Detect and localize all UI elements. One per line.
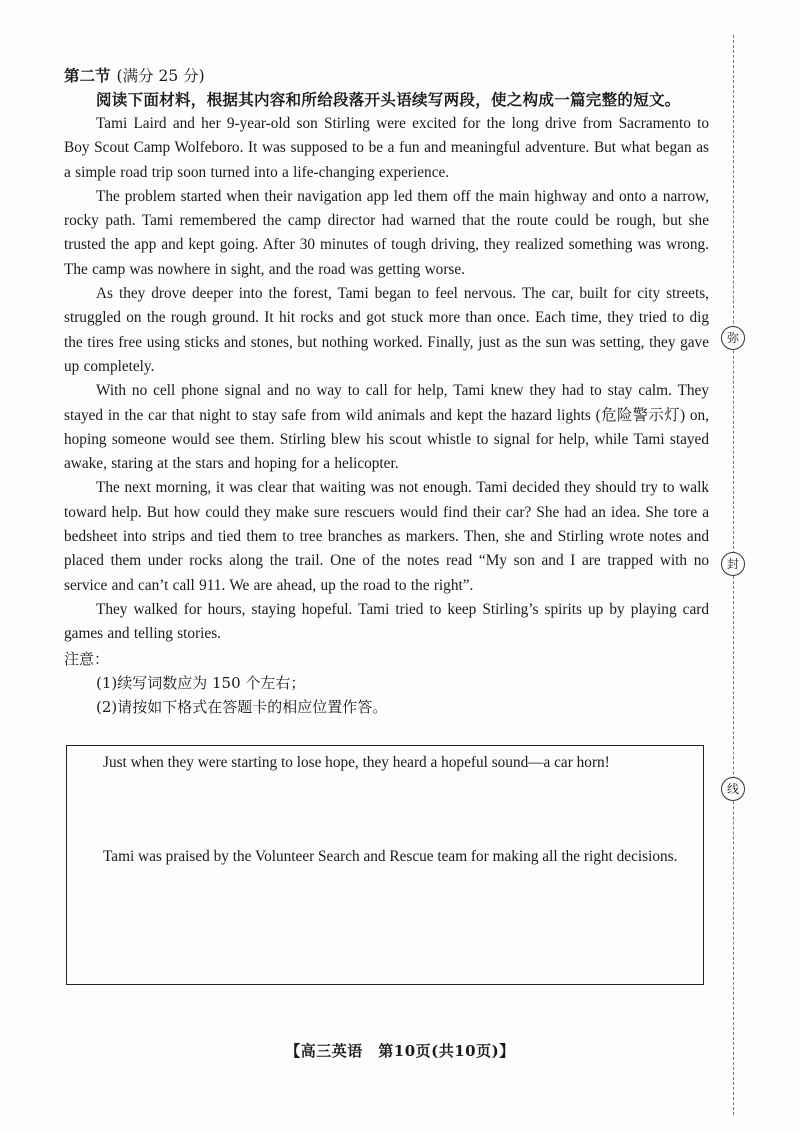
section-score: (满分 25 分) [116, 67, 205, 85]
passage-paragraph-3: As they drove deeper into the forest, Tami began to feel nervous. The car, built for city streets, struggled on the rough ground. It hit rocks and got stuck more than once. Each time, they tried to dig the tires free using sticks and stones, but nothing worked. Finally, just as the sun was setting, they gave up completely. [64, 285, 709, 375]
passage-paragraph-1: Tami Laird and her 9-year-old son Stirling were excited for the long drive from Sacramento to Boy Scout Camp Wolfeboro. It was supposed to be a fun and meaningful adventure. But what began as a simple road trip soon turned into a life-changing experience. [64, 115, 709, 181]
passage-paragraph-2: The problem started when their navigation app led them off the main highway and onto a narrow, rocky path. Tami remembered the camp director had warned that the route could be rough, but she trusted the app and kept going. After 30 minutes of tough driving, they realized something was wrong. The camp was nowhere in sight, and the road was getting worse. [64, 187, 709, 278]
instruction-text: 阅读下面材料，根据其内容和所给段落开头语续写两段，使之构成一篇完整的短文。 [96, 90, 681, 109]
passage-paragraph-5: The next morning, it was clear that waiting was not enough. Tami decided they should try to walk toward help. But how could they make sure rescuers would find their car? She had an idea. She tore a bedsheet into strips and tied them to tree branches as markers. Then, she and Stirling wrote notes and placed them under rocks along the trail. One of the notes read “My son and I are trapped with no service and can’t call 911. We are ahead, up the road to the right”. [64, 479, 709, 594]
binding-mark-mi: 弥 [721, 326, 745, 350]
section-heading [64, 64, 709, 88]
page-footer: 【高三英语 第10页(共10页)】 [285, 1042, 515, 1060]
passage-paragraph-4: With no cell phone signal and no way to call for help, Tami knew they had to stay calm. They stayed in the car that night to stay safe from wild animals and kept the hazard lights (危险警示灯) on, hoping someone would see them. Stirling blew his scout whistle to signal for help, while Tami stayed awake, staring at the stars and hoping for a helicopter. [64, 382, 709, 473]
note-item-1: (1)续写词数应为 150 个左右； [96, 673, 306, 692]
notes-label: 注意： [64, 649, 110, 668]
note-item-2: (2)请按如下格式在答题卡的相应位置作答。 [96, 697, 388, 716]
passage-paragraph-6: They walked for hours, staying hopeful. Tami tried to keep Stirling’s spirits up by playing card games and telling stories. [64, 600, 709, 643]
continuation-opening-2: Tami was praised by the Volunteer Search and Rescue team for making all the right decisions. [103, 848, 678, 865]
section-title: 第二节 [64, 66, 111, 85]
binding-mark-xian: 线 [721, 777, 745, 801]
answer-box[interactable] [66, 745, 704, 985]
question-content [64, 64, 709, 719]
binding-mark-feng: 封 [721, 552, 745, 576]
continuation-opening-1: Just when they were starting to lose hope, they heard a hopeful sound—a car horn! [103, 754, 610, 771]
